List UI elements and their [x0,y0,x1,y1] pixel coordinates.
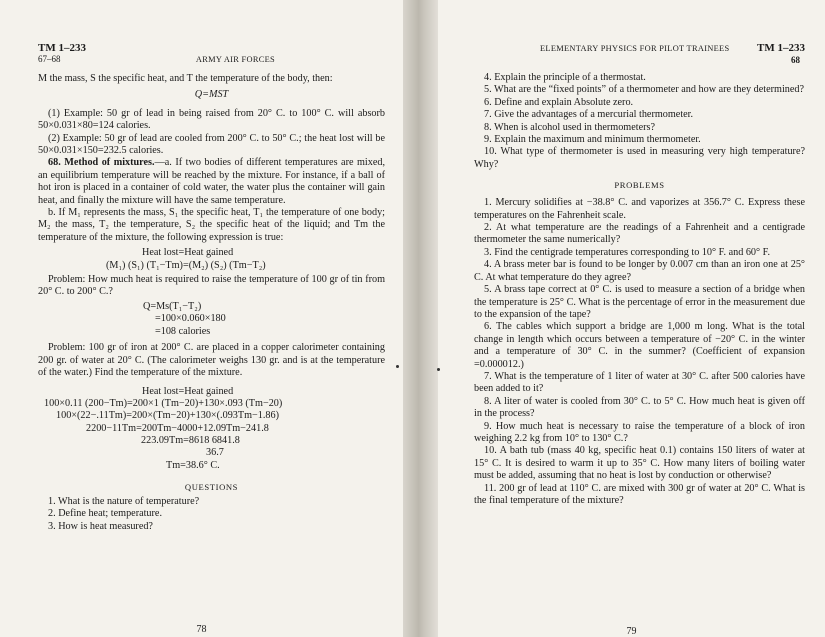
section-number-right: 68 [791,55,800,65]
question-item: 10. What type of thermometer is used in measuring very high temperature? Why? [474,146,805,170]
questions-heading: QUESTIONS [184,481,239,492]
question-item: 1. What is the nature of temperature? [48,495,200,507]
formula-qmst: Q=MST [194,89,229,101]
problem-item: 8. A liter of water is cooled from 30° C. to 5° C. How much heat is given off in the process? [474,395,805,420]
question-item: 9. Explain the maximum and minimum thermometer. [484,134,701,146]
left-page [0,0,403,637]
manual-code-right: TM 1–233 [757,42,805,54]
problem-item: 10. A bath tub (mass 40 kg, specific heat 0.1) contains 150 liters of water at 15° C. It is desired to warm it up to 35° C. How many liters of boiling water must be added, assuming that no heat is lost by conduction or otherwise? [474,445,805,482]
problem-2: Problem: 100 gr of iron at 200° C. are placed in a copper calorimeter containing 200 gr. of water at 20° C. (The calorimeter weighs 130 gr. and is at the temperature of the water.) Find the temperature of the mixture. [38,341,385,379]
problem-item: 9. How much heat is necessary to raise the temperature of a block of iron weighing 2.2 kg from 10° to 130° C.? [474,420,805,444]
problem-item: 1. Mercury solidifies at −38.8° C. and vaporizes at 356.7° C. Express these temperatures on the Fahrenheit scale. [474,197,805,221]
problem-item: 3. Find the centigrade temperatures corresponding to 10° F. and 60° F. [484,246,771,258]
question-item: 4. Explain the principle of a thermostat. [484,72,646,83]
question-item: 5. What are the “fixed points” of a thermometer and how are they determined? [484,84,805,96]
solution-1-line: =108 calories [155,325,211,337]
solution-2-line: 36.7 [206,447,224,459]
page-number-left: 78 [196,624,207,635]
solution-1-line: =100×0.060×180 [155,313,226,325]
section-68-title: 68. Method of mixtures. [48,157,155,169]
problem-item: 4. A brass meter bar is found to be longer by 0.007 cm than an iron one at 25° C. At what temperature do they agree? [474,259,805,283]
page-number-right: 79 [626,626,637,637]
example-2: (2) Example: 50 gr of lead are cooled from 200° C. to 50° C.; the heat lost will be 50×0.031×150=232.5 calories. [38,132,385,157]
solution-2-line: 223.09Tm=8618 6841.8 [141,434,240,446]
manual-code: TM 1–233 [38,42,86,54]
solution-2 [38,386,385,472]
question-item: 8. When is alcohol used in thermometers? [484,121,655,133]
intro-text: M the mass, S the specific heat, and T the temperature of the body, then: [38,73,333,84]
equation-1-line-2: (M₁) (S₁) (T₁−Tm)=(M₂) (S₂) (Tm−T₂) [106,259,266,271]
question-item: 3. How is heat measured? [48,520,153,532]
problem-item: 2. At what temperature are the readings of a Fahrenheit and a centigrade thermometer the same numerically? [474,222,805,246]
problem-item: 6. The cables which support a bridge are 1,000 m long. What is the total change in length which occurs between a temperature of −20° C. in the winter and a temperature of 30° C. in the summer? (Coefficient of expansion =0.000012.) [474,321,805,370]
question-item: 6. Define and explain Absolute zero. [484,96,634,108]
problem-item: 5. A brass tape correct at 0° C. is used to measure a section of a bridge when the temperature is 25° C. What is the percentage of error in the measurement due to the expansion of the tape? [474,284,805,320]
problems-list [474,197,805,507]
section-range: 67–68 [38,54,61,64]
questions-list-left [38,496,385,533]
solution-2-line: Tm=38.6° C. [166,459,220,471]
left-header [38,42,385,65]
equation-1-line-1: Heat lost=Heat gained [142,247,234,259]
example-1: (1) Example: 50 gr of lead in being raised from 20° C. to 100° C. will absorb 50×0.031×80=124 calories. [38,107,385,132]
book-gutter [403,0,438,637]
ink-dot [437,368,440,371]
section-68-b: b. If M₁ represents the mass, S₁ the specific heat, T₁ the temperature of one body; M₂ the mass, T₂ the temperature, S₂ the specific heat of the liquid; and Tm the temperature of the mixture, the following expression is true: [38,207,385,243]
equation-1 [38,247,385,272]
solution-2-line: 2200−11Tm=200Tm−4000+12.09Tm−241.8 [86,422,269,434]
problem-1: Problem: How much heat is required to raise the temperature of 100 gr of tin from 20° C. to 200° C.? [38,273,385,298]
problems-heading: PROBLEMS [614,180,665,191]
running-head-right: ELEMENTARY PHYSICS FOR PILOT TRAINEES [540,44,730,53]
right-header [474,42,805,54]
solution-2-line: Heat lost=Heat gained [142,385,234,397]
ink-dot [396,365,399,368]
solution-1-line: Q=Ms(T₁−T₂) [143,301,202,313]
questions-list-right [474,72,805,171]
problem-item: 11. 200 gr of lead at 110° C. are mixed with 300 gr of water at 20° C. What is the final temperature of the mixture? [474,482,805,506]
question-item: 2. Define heat; temperature. [48,508,162,520]
question-item: 7. Give the advantages of a mercurial thermometer. [484,109,694,121]
solution-2-line: 100×(22−.11Tm)=200×(Tm−20)+130×(.093Tm−1.86) [56,410,279,422]
running-head: ARMY AIR FORCES [195,55,275,64]
section-68-a: 68. Method of mixtures.—a. If two bodies of different temperatures are mixed, an equilibrium temperature will be reached by the mixture. For instance, if a ball of hot iron is placed in a container of cold water, the water plus the container will gain heat, and finally the mixture will have the same temperature. [38,157,386,206]
solution-1 [38,301,385,338]
problem-item: 7. What is the temperature of 1 liter of water at 30° C. after 500 calories have been added to it? [474,370,805,395]
right-page [438,0,825,637]
solution-2-line: 100×0.11 (200−Tm)=200×1 (Tm−20)+130×.093 (Tm−20) [44,398,283,410]
